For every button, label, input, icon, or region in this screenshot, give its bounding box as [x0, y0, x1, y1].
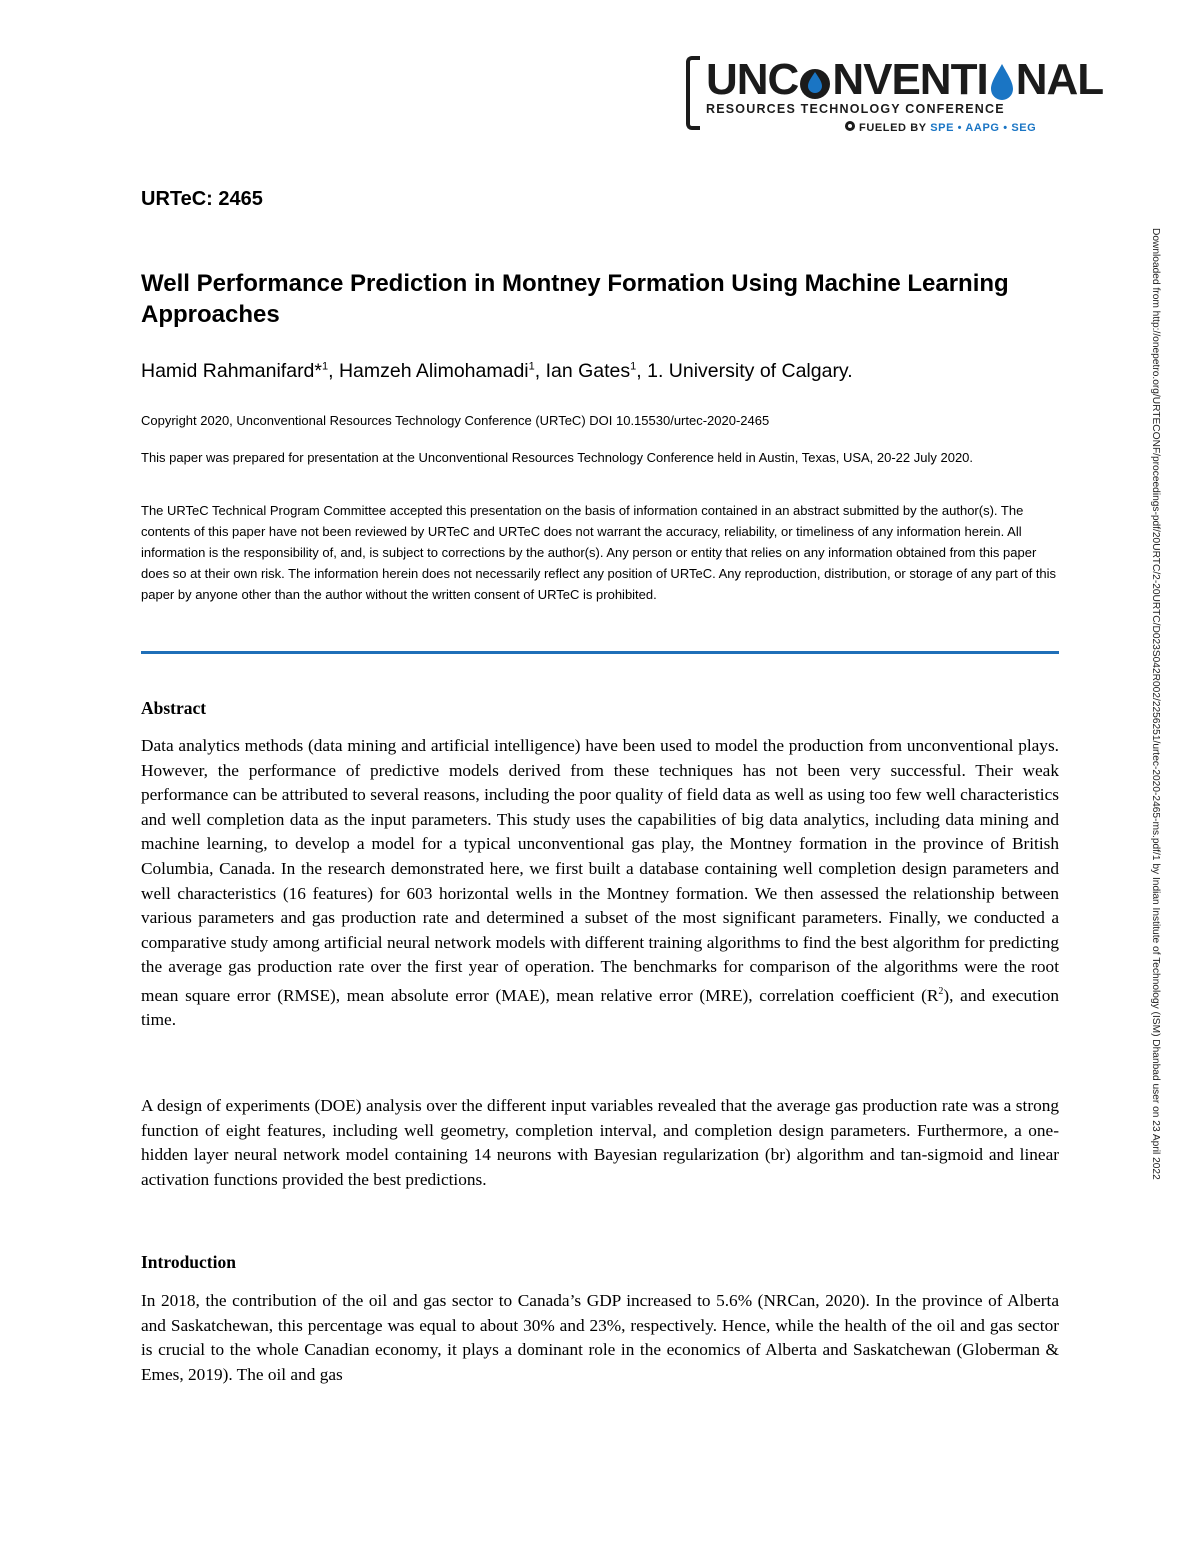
logo-word-part: UNC [706, 55, 799, 104]
introduction-heading: Introduction [141, 1252, 236, 1272]
logo-subtitle: RESOURCES TECHNOLOGY CONFERENCE [706, 102, 1005, 116]
introduction-paragraph: In 2018, the contribution of the oil and gas sector to Canada’s GDP increased to 5.6% (NRCan, 2020). In the province of Alberta and Saskatchewan, this percentage was equal to about 30% and 23%, respectively. Hence, while the health of the oil and gas sector is crucial to the whole Canadian economy, it plays a dominant role in the economics of Alberta and Saskatchewan (Globerman & Emes, 2019). The oil and gas [141, 1291, 1059, 1384]
logo-fueled-by: FUELED BY SPE • AAPG • SEG [844, 120, 1036, 134]
gear-icon [844, 120, 856, 132]
download-watermark: Downloaded from http://onepetro.org/URTECONF/proceedings-pdf/20URTC/2-20URTC/D023S042R002/2256251/urtec-2020-2465-ms.pdf/1 by Indian Institute of Technology (ISM) Dhanbad user on 23 April 2022 [1150, 228, 1161, 1180]
abstract-paragraph: Data analytics methods (data mining and artificial intelligence) have been used to model the production from unconventional plays. However, the performance of predictive models derived from these techniques has not been very successful. Their weak performance can be attributed to several reasons, including the poor quality of field data as well as using too few well characteristics and well completion data as the input parameters. This study uses the capabilities of big data analytics, including data mining and machine learning, to develop a model for a typical unconventional gas play, the Montney formation in the province of British Columbia, Canada. In the research demonstrated here, we first built a database containing well completion design parameters and well characteristics (16 features) for 603 horizontal wells in the Montney formation. We then assessed the relationship between various parameters and gas production rate and determined a subset of the most significant parameters. Finally, we conducted a comparative study among artificial neural network models with different training algorithms to find the best algorithm for predicting the average gas production rate over the first year of operation. The benchmarks for comparison of the algorithms were the root mean square error (RMSE), mean absolute error (MAE), mean relative error (MRE), correlation coefficient $(R^2)$, and execution time. [141, 736, 1059, 1030]
abstract-heading: Abstract [141, 698, 207, 718]
gear-drop-icon [798, 63, 832, 101]
paper-number: URTeC: 2465 [141, 188, 263, 210]
logo-word-part: NVENTI [832, 55, 988, 104]
author-line: Hamid Rahmanifard*$^1$, Hamzeh Alimohamadi$^1$, Ian Gates$^1$, 1. University of Calgary. [141, 360, 853, 382]
copyright-notice: Copyright 2020, Unconventional Resources Technology Conference (URTeC) DOI 10.15530/urtec-2020-2465 [141, 413, 770, 428]
abstract-paragraph: A design of experiments (DOE) analysis over the different input variables revealed that the average gas production rate was a strong function of eight features, including well geometry, completion interval, and completion design parameters. Furthermore, a one-hidden layer neural network model containing 14 neurons with Bayesian regularization (br) algorithm and tan-sigmoid and linear activation functions provided the best predictions. [141, 1096, 1059, 1189]
logo-word-part: NAL [1015, 55, 1104, 104]
logo-wordmark [706, 55, 1104, 104]
presentation-notice: This paper was prepared for presentation at the Unconventional Resources Technology Conference held in Austin, Texas, USA, 20-22 July 2020. [141, 450, 974, 465]
drop-icon [988, 62, 1016, 102]
section-divider [141, 651, 1059, 654]
disclaimer-notice: The URTeC Technical Program Committee accepted this presentation on the basis of information contained in an abstract submitted by the author(s). The contents of this paper have not been reviewed by URTeC and URTeC does not warrant the accuracy, reliability, or timeliness of any information herein. All information is the responsibility of, and, is subject to corrections by the author(s). Any person or entity that relies on any information obtained from this paper does so at their own risk. The information herein does not necessarily reflect any position of URTeC. Any reproduction, distribution, or storage of any part of this paper by anyone other than the author without the written consent of URTeC is prohibited. [141, 503, 1057, 602]
paper-title: Well Performance Prediction in Montney Formation Using Machine Learning Approaches [141, 270, 1009, 328]
conference-logo [686, 55, 1104, 136]
logo-partners: SPE • AAPG • SEG [930, 122, 1037, 134]
logo-bracket [686, 56, 700, 130]
